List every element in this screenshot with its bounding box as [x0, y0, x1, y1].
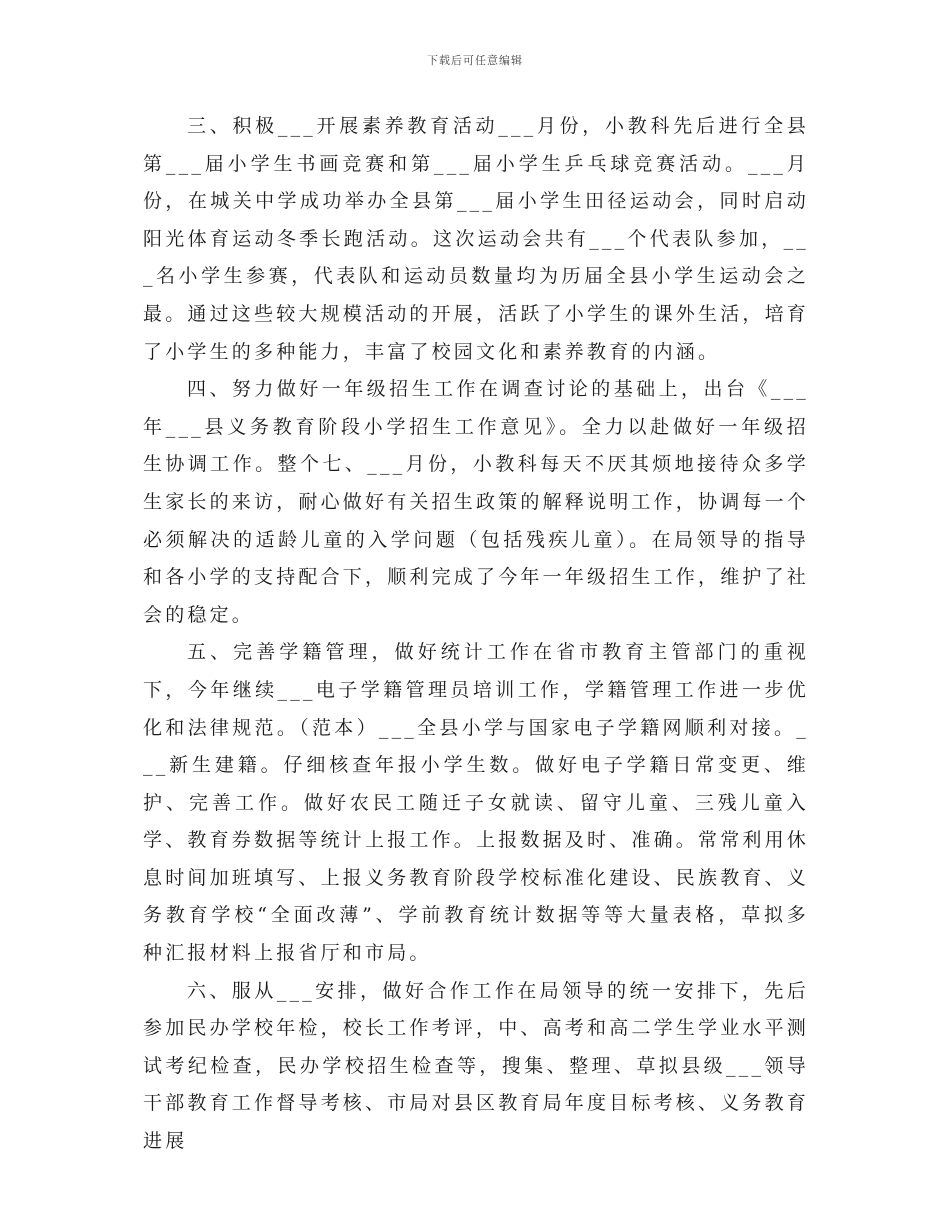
page-header: 下载后可任意编辑 — [427, 54, 523, 67]
document-body — [143, 108, 809, 1161]
paragraph-3: 三、积极___开展素养教育活动___月份，小教科先后进行全县第___届小学生书画竞赛和第___届小学生乒乓球竞赛活动。___月份，在城关中学成功举办全县第___届小学生田径运动会，同时启动阳光体育运动冬季长跑活动。这次运动会共有___个代表队参加，___名小学生参赛，代表队和运动员数量均为历届全县小学生运动会之最。通过这些较大规模活动的开展，活跃了小学生的课外生活，培育了小学生的多种能力，丰富了校园文化和素养教育的内涵。 — [143, 115, 810, 363]
paragraph-5: 五、完善学籍管理，做好统计工作在省市教育主管部门的重视下，今年继续___电子学籍管理员培训工作，学籍管理工作进一步优化和法律规范。（范本）___全县小学与国家电子学籍网顺利对接。___新生建籍。仔细核查年报小学生数。做好电子学籍日常变更、维护、完善工作。做好农民工随迁子女就读、留守儿童、三残儿童入学、教育券数据等统计上报工作。上报数据及时、准确。常常利用休息时间加班填写、上报义务教育阶段学校标准化建设、民族教育、义务教育学校“全面改薄”、学前教育统计数据等等大量表格，草拟多种汇报材料上报省厅和市局。 — [143, 641, 810, 965]
paragraph-4: 四、努力做好一年级招生工作在调查讨论的基础上，出台《___年___县义务教育阶段小学招生工作意见》。全力以赴做好一年级招生协调工作。整个七、___月份，小教科每天不厌其烦地接待众多学生家长的来访，耐心做好有关招生政策的解释说明工作，协调每一个必须解决的适龄儿童的入学问题（包括残疾儿童）。在局领导的指导和各小学的支持配合下，顺利完成了今年一年级招生工作，维护了社会的稳定。 — [143, 378, 810, 626]
paragraph-6: 六、服从___安排，做好合作工作在局领导的统一安排下，先后参加民办学校年检，校长工作考评，中、高考和高二学生学业水平测试考纪检查，民办学校招生检查等，搜集、整理、草拟县级___领导干部教育工作督导考核、市局对县区教育局年度目标考核、义务教育进展 — [143, 979, 810, 1153]
